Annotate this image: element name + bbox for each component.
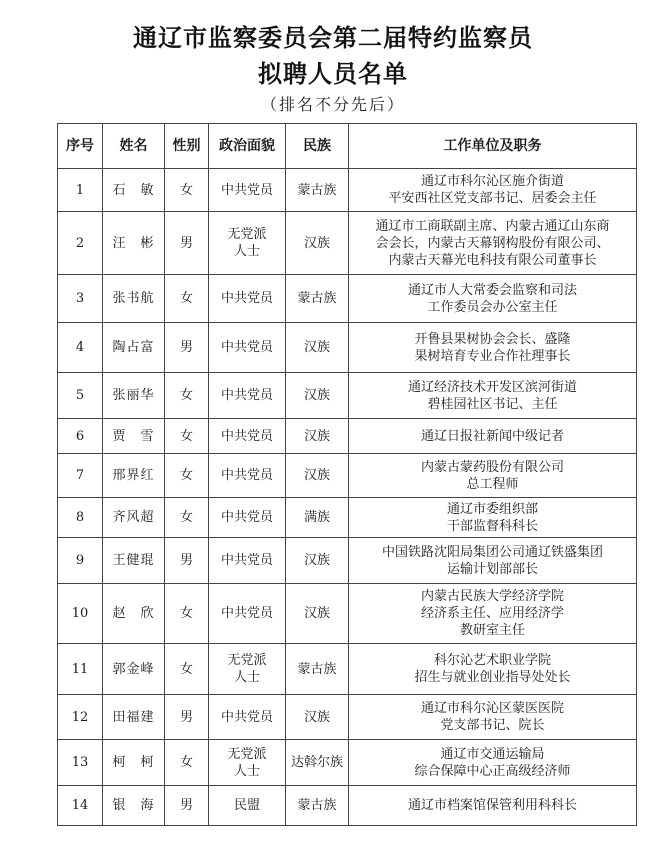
cell-gender-text: 女	[179, 661, 193, 677]
cell-political-status-text: 无党派 人士	[227, 746, 267, 779]
cell-ethnicity-text: 蒙古族	[297, 291, 337, 306]
cell-ethnicity-text: 汉族	[303, 235, 330, 251]
cell-name-text: 柯 柯	[112, 755, 155, 770]
cell-gender-text: 女	[179, 182, 193, 198]
cell-workplace-position	[349, 275, 637, 323]
cell-gender-text: 男	[179, 340, 193, 355]
cell-ethnicity-text: 汉族	[303, 553, 330, 568]
cell-political-status	[209, 498, 286, 538]
cell-gender	[165, 740, 209, 786]
cell-index-text: 12	[71, 709, 89, 725]
table-row	[58, 740, 637, 786]
cell-name	[103, 419, 165, 454]
cell-index	[58, 419, 103, 454]
table-row	[58, 419, 637, 454]
cell-index	[58, 498, 103, 538]
cell-index	[58, 169, 103, 212]
cell-gender	[165, 212, 209, 275]
cell-gender-text: 男	[179, 798, 193, 813]
document-title-line1: 通辽市监察委员会第二届特约监察员	[133, 24, 533, 52]
table-row	[58, 323, 637, 373]
cell-workplace-position-text: 通辽市人大常委会监察和司法 工作委员会办公室主任	[407, 282, 577, 315]
cell-index	[58, 538, 103, 584]
cell-gender-text: 男	[179, 709, 193, 725]
document-title-line2: 拟聘人员名单	[258, 60, 408, 88]
cell-ethnicity-text: 汉族	[303, 388, 330, 403]
cell-index-text: 5	[75, 388, 85, 403]
cell-ethnicity	[286, 323, 349, 373]
header-index: 序号	[58, 124, 103, 169]
cell-workplace-position	[349, 695, 637, 740]
cell-workplace-position	[349, 740, 637, 786]
cell-political-status	[209, 373, 286, 419]
table-row	[58, 169, 637, 212]
cell-workplace-position	[349, 538, 637, 584]
cell-ethnicity	[286, 695, 349, 740]
cell-index	[58, 454, 103, 498]
cell-ethnicity-text: 满族	[303, 510, 330, 525]
header-ethnicity: 民族	[286, 124, 349, 169]
cell-gender	[165, 419, 209, 454]
cell-index-text: 13	[71, 755, 89, 770]
cell-ethnicity	[286, 538, 349, 584]
table-row	[58, 498, 637, 538]
cell-name	[103, 169, 165, 212]
cell-name-text: 贾 雪	[112, 428, 155, 444]
cell-workplace-position-text: 通辽市工商联副主席、内蒙古通辽山东商 会会长，内蒙古天幕钢构股份有限公司、 内蒙古天幕光电科技有限公司董事长	[375, 218, 610, 268]
cell-political-status-text: 中共党员	[220, 428, 273, 444]
cell-ethnicity-text: 汉族	[303, 709, 330, 725]
cell-name	[103, 584, 165, 644]
cell-gender	[165, 454, 209, 498]
cell-ethnicity	[286, 169, 349, 212]
cell-name-text: 汪 彬	[112, 235, 155, 251]
table-row	[58, 584, 637, 644]
cell-workplace-position	[349, 169, 637, 212]
header-name: 姓名	[103, 124, 165, 169]
cell-political-status	[209, 695, 286, 740]
cell-political-status-text: 中共党员	[220, 606, 273, 621]
cell-workplace-position-text: 通辽经济技术开发区滨河街道 碧桂园社区书记、主任	[407, 379, 577, 412]
cell-political-status-text: 民盟	[233, 798, 260, 813]
cell-political-status	[209, 212, 286, 275]
cell-ethnicity	[286, 373, 349, 419]
cell-political-status	[209, 538, 286, 584]
cell-gender	[165, 323, 209, 373]
cell-gender-text: 女	[179, 291, 193, 306]
cell-political-status	[209, 419, 286, 454]
cell-workplace-position-text: 通辽市科尔沁区施介街道 平安西社区党支部书记、居委会主任	[388, 174, 597, 206]
table-row	[58, 373, 637, 419]
cell-name-text: 石 敏	[112, 182, 155, 198]
cell-index-text: 14	[71, 798, 89, 813]
cell-ethnicity	[286, 419, 349, 454]
cell-name-text: 银 海	[112, 798, 155, 813]
cell-workplace-position	[349, 323, 637, 373]
cell-name	[103, 644, 165, 695]
cell-index	[58, 786, 103, 826]
cell-ethnicity	[286, 786, 349, 826]
cell-ethnicity	[286, 212, 349, 275]
cell-workplace-position	[349, 498, 637, 538]
cell-gender-text: 男	[179, 235, 193, 251]
table-row	[58, 454, 637, 498]
cell-ethnicity	[286, 498, 349, 538]
cell-political-status-text: 中共党员	[220, 709, 273, 725]
table-row	[58, 695, 637, 740]
cell-political-status-text: 中共党员	[220, 468, 273, 483]
cell-name	[103, 323, 165, 373]
cell-gender-text: 女	[179, 388, 193, 403]
cell-name-text: 郭金峰	[112, 661, 155, 677]
cell-ethnicity-text: 蒙古族	[297, 798, 337, 813]
cell-index	[58, 644, 103, 695]
cell-workplace-position-text: 内蒙古民族大学经济学院 经济系主任、应用经济学 教研室主任	[420, 589, 564, 638]
cell-workplace-position-text: 开鲁县果树协会会长、盛隆 果树培育专业合作社理事长	[414, 331, 571, 364]
cell-political-status	[209, 740, 286, 786]
cell-gender-text: 男	[179, 553, 193, 568]
cell-workplace-position-text: 通辽市委组织部 干部监督科科长	[446, 501, 538, 534]
cell-name	[103, 212, 165, 275]
cell-ethnicity-text: 汉族	[303, 340, 330, 355]
cell-name-text: 田福建	[112, 709, 155, 725]
table-header-row	[58, 124, 637, 169]
cell-index-text: 3	[75, 291, 85, 306]
cell-index	[58, 275, 103, 323]
cell-gender	[165, 695, 209, 740]
table-row	[58, 538, 637, 584]
cell-name-text: 齐风超	[112, 510, 155, 525]
cell-ethnicity	[286, 454, 349, 498]
cell-index-text: 9	[75, 553, 85, 568]
cell-workplace-position-text: 通辽市交通运输局 综合保障中心正高级经济师	[414, 746, 571, 779]
cell-workplace-position	[349, 644, 637, 695]
cell-political-status-text: 无党派 人士	[227, 227, 267, 259]
roster-table	[57, 123, 637, 826]
cell-workplace-position	[349, 419, 637, 454]
cell-gender-text: 女	[179, 428, 193, 444]
cell-index-text: 8	[75, 510, 85, 525]
cell-workplace-position	[349, 454, 637, 498]
cell-ethnicity	[286, 275, 349, 323]
document-subtitle: （排名不分先后）	[260, 95, 405, 114]
cell-workplace-position	[349, 212, 637, 275]
cell-political-status	[209, 786, 286, 826]
header-workplace-position: 工作单位及职务	[349, 124, 637, 169]
cell-workplace-position-text: 通辽市档案馆保管利用科科长	[407, 798, 577, 813]
cell-political-status-text: 无党派 人士	[227, 653, 267, 685]
cell-political-status-text: 中共党员	[220, 388, 273, 403]
cell-index-text: 11	[71, 661, 89, 677]
cell-name	[103, 695, 165, 740]
cell-workplace-position	[349, 373, 637, 419]
cell-index-text: 4	[75, 340, 85, 355]
cell-gender-text: 女	[179, 606, 193, 621]
cell-ethnicity	[286, 644, 349, 695]
cell-ethnicity-text: 蒙古族	[297, 661, 337, 677]
cell-ethnicity	[286, 740, 349, 786]
cell-name-text: 陶占富	[112, 340, 155, 355]
cell-gender	[165, 584, 209, 644]
table-row	[58, 786, 637, 826]
cell-name	[103, 538, 165, 584]
cell-name	[103, 373, 165, 419]
cell-name	[103, 786, 165, 826]
cell-political-status-text: 中共党员	[220, 291, 273, 306]
cell-index-text: 7	[75, 468, 85, 483]
cell-index	[58, 373, 103, 419]
cell-name-text: 王健琨	[112, 553, 155, 568]
cell-name-text: 赵 欣	[112, 606, 155, 621]
cell-index-text: 1	[75, 182, 85, 198]
cell-ethnicity	[286, 584, 349, 644]
cell-name-text: 邢界红	[112, 468, 155, 483]
cell-workplace-position	[349, 786, 637, 826]
cell-political-status	[209, 169, 286, 212]
cell-workplace-position-text: 通辽市科尔沁区蒙医医院 党支部书记、院长	[420, 701, 564, 733]
cell-name	[103, 740, 165, 786]
cell-index-text: 2	[75, 235, 85, 251]
cell-workplace-position-text: 科尔沁艺术职业学院 招生与就业创业指导处处长	[414, 653, 571, 685]
cell-index	[58, 323, 103, 373]
cell-index	[58, 740, 103, 786]
cell-index	[58, 212, 103, 275]
header-gender: 性别	[165, 124, 209, 169]
cell-index-text: 10	[71, 606, 89, 621]
cell-gender-text: 女	[179, 755, 193, 770]
cell-index	[58, 695, 103, 740]
cell-gender-text: 女	[179, 510, 193, 525]
cell-political-status-text: 中共党员	[220, 510, 273, 525]
table-row	[58, 275, 637, 323]
cell-political-status	[209, 644, 286, 695]
cell-gender-text: 女	[179, 468, 193, 483]
header-political-status: 政治面貌	[209, 124, 286, 169]
cell-workplace-position-text: 内蒙古蒙药股份有限公司 总工程师	[420, 459, 564, 492]
cell-workplace-position-text: 中国铁路沈阳局集团公司通辽铁盛集团 运输计划部部长	[381, 544, 603, 577]
cell-political-status-text: 中共党员	[220, 340, 273, 355]
table-row	[58, 644, 637, 695]
cell-workplace-position	[349, 584, 637, 644]
cell-index	[58, 584, 103, 644]
cell-ethnicity-text: 汉族	[303, 468, 330, 483]
cell-political-status	[209, 323, 286, 373]
cell-gender	[165, 644, 209, 695]
cell-political-status-text: 中共党员	[220, 182, 273, 198]
cell-name	[103, 498, 165, 538]
cell-gender	[165, 498, 209, 538]
table-row	[58, 212, 637, 275]
cell-gender	[165, 169, 209, 212]
cell-name	[103, 275, 165, 323]
cell-ethnicity-text: 达斡尔族	[290, 755, 343, 770]
table-body	[58, 169, 637, 826]
cell-gender	[165, 786, 209, 826]
cell-political-status	[209, 454, 286, 498]
cell-political-status	[209, 275, 286, 323]
cell-gender	[165, 275, 209, 323]
cell-workplace-position-text: 通辽日报社新闻中级记者	[420, 428, 564, 444]
cell-name	[103, 454, 165, 498]
cell-ethnicity-text: 蒙古族	[297, 182, 337, 198]
cell-gender	[165, 538, 209, 584]
cell-gender	[165, 373, 209, 419]
cell-political-status	[209, 584, 286, 644]
cell-ethnicity-text: 汉族	[303, 428, 330, 444]
cell-ethnicity-text: 汉族	[303, 606, 330, 621]
cell-name-text: 张丽华	[112, 388, 155, 403]
cell-index-text: 6	[75, 428, 85, 444]
cell-political-status-text: 中共党员	[220, 553, 273, 568]
cell-name-text: 张书航	[112, 291, 155, 306]
